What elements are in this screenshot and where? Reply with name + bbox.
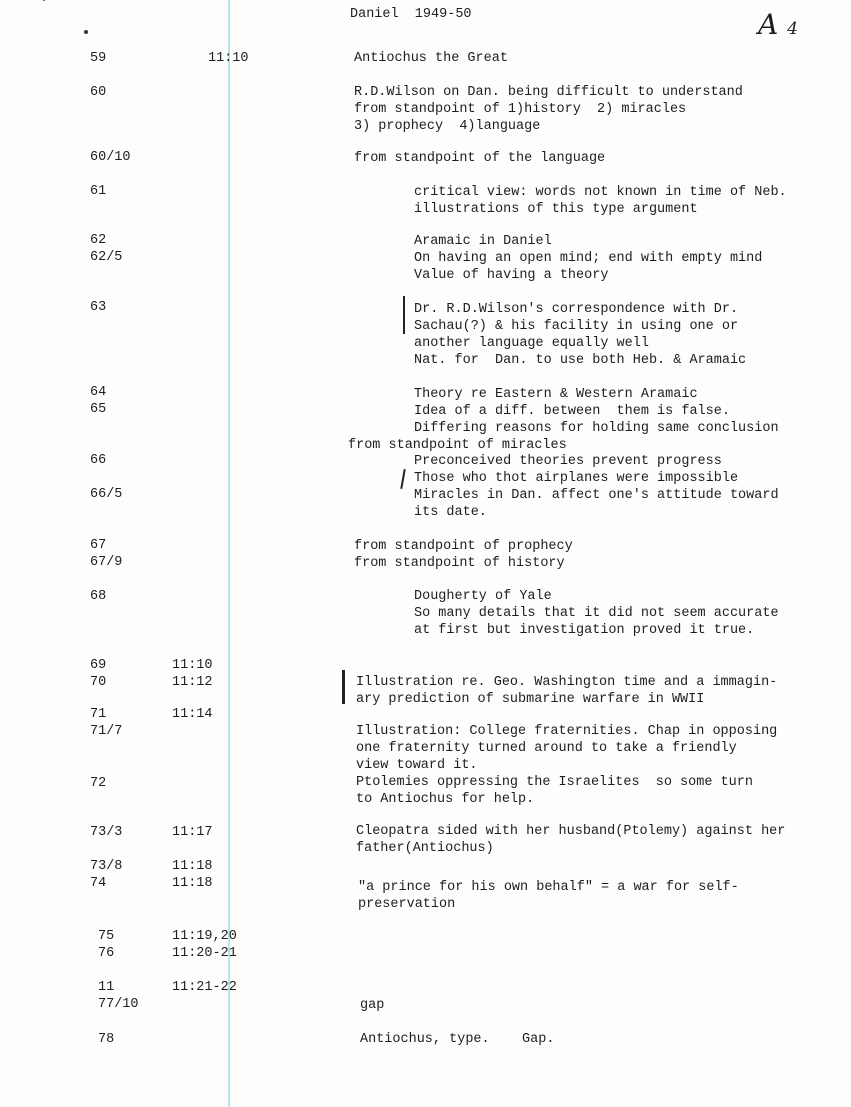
page-ref: 69 70 [90,658,107,690]
note-line: Dr. R.D.Wilson's correspondence with Dr. [414,302,739,317]
note-line: from standpoint of the language [354,151,606,166]
note-line: from standpoint of 1)history 2) miracles [354,102,687,117]
note-line: So many details that it did not seem accurate [414,606,779,621]
page-ref: 73/8 74 [90,859,123,891]
corner-pen-mark [25,0,46,13]
page-ref: 59 [90,51,107,66]
page-ref: 68 [90,589,107,604]
note-line: Cleopatra sided with her husband(Ptolemy) against her [356,824,786,839]
page-ref: 64 65 [90,385,107,417]
page-ref: 66 66/5 [90,453,123,502]
note-line: another language equally well [414,336,649,351]
verse-ref: 11:21-22 [172,980,237,995]
note-line: Idea of a diff. between them is false. [414,404,730,419]
margin-pen-stroke [342,670,345,704]
note-line: Those who thot airplanes were impossible [414,471,739,486]
page-ref: 60 [90,85,107,100]
note-line: Value of having a theory [414,268,609,283]
note-line: Antiochus, type. Gap. [360,1032,555,1047]
note-line: ary prediction of submarine warfare in WWII [356,692,705,707]
note-line: Dougherty of Yale [414,589,552,604]
note-line: Antiochus the Great [354,51,508,66]
note-line: from standpoint of history [354,556,565,571]
note-line: to Antiochus for help. [356,792,535,807]
note-line: illustrations of this type argument [414,202,698,217]
note-line: Illustration: College fraternities. Chap in opposing [356,724,778,739]
note-line: 3) prophecy 4)language [354,119,541,134]
note-line: Differing reasons for holding same conclusion [414,421,779,436]
note-line: from standpoint of prophecy [354,539,573,554]
corner-number: 4 [787,19,798,39]
verse-ref: 11:19,20 11:20-21 [172,929,237,961]
page-ref: 71 71/7 [90,707,123,739]
note-line: Theory re Eastern & Western Aramaic [414,387,698,402]
verse-ref: 11:10 [208,51,249,66]
note-line: Nat. for Dan. to use both Heb. & Aramaic [414,353,747,368]
page-ref: 78 [98,1032,115,1047]
note-line: preservation [358,897,456,912]
verse-ref: 11:18 11:18 [172,859,213,891]
note-line: gap [360,998,385,1013]
page-ref: 61 [90,184,107,199]
note-line: Sachau(?) & his facility in using one or [414,319,739,334]
note-line: father(Antiochus) [356,841,494,856]
note-line: Miracles in Dan. affect one's attitude toward [414,488,779,503]
note-line: R.D.Wilson on Dan. being difficult to understand [354,85,743,100]
note-line: at first but investigation proved it true. [414,623,755,638]
verse-ref: 11:10 11:12 [172,658,213,690]
note-line: Ptolemies oppressing the Israelites so some turn [356,775,753,790]
page-ref: 75 76 [98,929,115,961]
page-ref: 11 77/10 [98,980,139,1012]
page-ref: 62 62/5 [90,233,123,265]
note-line: critical view: words not known in time of Neb. [414,185,787,200]
note-line: view toward it. [356,758,478,773]
ink-dot [84,30,88,34]
note-line: "a prince for his own behalf" = a war for self- [358,880,739,895]
verse-ref: 11:17 [172,825,213,840]
page-ref: 72 [90,776,107,791]
page-ref: 73/3 [90,825,123,840]
section-heading: from standpoint of miracles [348,438,567,453]
note-line: its date. [414,505,487,520]
verse-ref: 11:14 [172,707,213,722]
note-line: one fraternity turned around to take a friendly [356,741,737,756]
page-ref: 67 67/9 [90,538,123,570]
note-line: Illustration re. Geo. Washington time and a immagin- [356,675,778,690]
note-line: On having an open mind; end with empty mind [414,251,763,266]
margin-pen-stroke [400,469,405,489]
note-line: Aramaic in Daniel [414,234,552,249]
page-ref: 60/10 [90,150,131,165]
page-title: Daniel 1949-50 [350,7,472,22]
page-ref: 63 [90,300,107,315]
corner-annotation [758,10,798,44]
corner-mark-text: A [758,8,788,41]
margin-pen-stroke [403,296,405,334]
note-line: Preconceived theories prevent progress [414,454,722,469]
